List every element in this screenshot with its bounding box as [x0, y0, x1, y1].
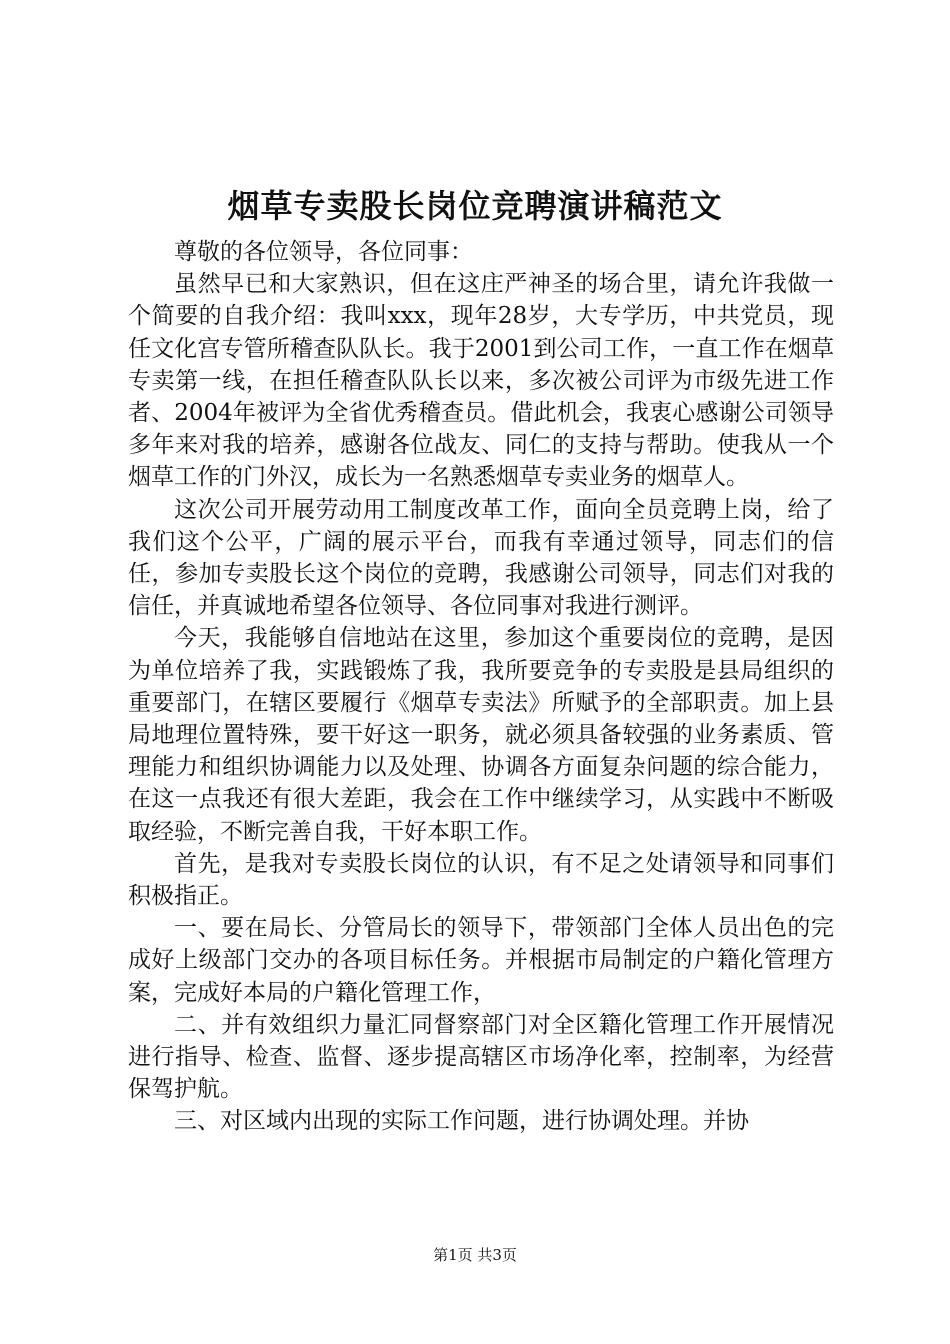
document-body [128, 236, 834, 1138]
document-title: 烟草专卖股长岗位竞聘演讲稿范文 [227, 187, 723, 225]
position-understanding-paragraph: 首先，是我对专卖股长岗位的认识，有不足之处请领导和同事们积极指正。 [128, 850, 834, 910]
duty-one-paragraph: 一、要在局长、分管局长的领导下，带领部门全体人员出色的完成好上级部门交办的各项目标任务。并根据市局制定的户籍化管理方案，完成好本局的户籍化管理工作， [128, 915, 834, 1006]
duty-two-paragraph: 二、并有效组织力量汇同督察部门对全区籍化管理工作开展情况进行指导、检查、监督、逐步提高辖区市场净化率，控制率，为经营保驾护航。 [128, 1011, 834, 1103]
qualification-paragraph: 今天，我能够自信地站在这里，参加这个重要岗位的竞聘，是因为单位培养了我，实践锻炼了我，我所要竞争的专卖股是县局组织的重要部门，在辖区要履行《烟草专卖法》所赋予的全部职责。加上县局地理位置特殊，要干好这一职务，就必须具备较强的业务素质、管理能力和组织协调能力以及处理、协调各方面复杂问题的综合能力，在这一点我还有很大差距，我会在工作中继续学习，从实践中不断吸取经验，不断完善自我，干好本职工作。 [128, 625, 834, 845]
page-footer: 第1页 共3页 [433, 1246, 517, 1264]
salutation-paragraph: 尊敬的各位领导，各位同事： [174, 239, 473, 265]
duty-three-paragraph: 三、对区域内出现的实际工作问题，进行协调处理。并协 [174, 1108, 749, 1135]
reform-paragraph: 这次公司开展劳动用工制度改革工作，面向全员竞聘上岗，给了我们这个公平，广阔的展示平台，而我有幸通过领导，同志们的信任，参加专卖股长这个岗位的竞聘，我感谢公司领导，同志们对我的信任，并真诚地希望各位领导、各位同事对我进行测评。 [128, 496, 834, 620]
self-introduction-paragraph: 虽然早已和大家熟识，但在这庄严神圣的场合里，请允许我做一个简要的自我介绍：我叫xxx，现年28岁，大专学历，中共党员，现任文化宫专管所稽查队队长。我于2001到公司工作，一直工作在烟草专卖第一线，在担任稽查队队长以来，多次被公司评为市级先进工作者、2004年被评为全省优秀稽查员。借此机会，我衷心感谢公司领导多年来对我的培养，感谢各位战友、同仁的支持与帮助。使我从一个烟草工作的门外汉，成长为一名熟悉烟草专卖业务的烟草人。 [128, 271, 834, 491]
